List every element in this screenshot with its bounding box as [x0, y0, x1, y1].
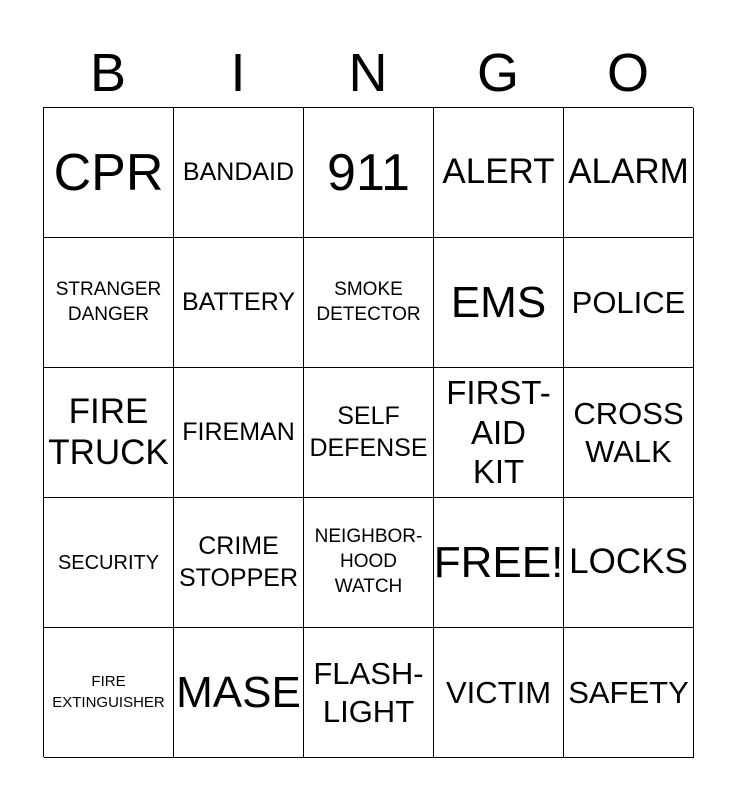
- bingo-cell-r4c4[interactable]: [434, 498, 564, 628]
- bingo-cell-r5c4[interactable]: [434, 628, 564, 758]
- bingo-cell-r4c2[interactable]: [174, 498, 304, 628]
- cell-label: POLICE: [571, 284, 686, 320]
- bingo-cell-r2c4[interactable]: [434, 238, 564, 368]
- cell-label: SAFETY: [568, 674, 689, 710]
- cell-label: NEIGHBOR- HOOD WATCH: [314, 526, 423, 597]
- cell-label: SMOKE DETECTOR: [316, 278, 421, 325]
- bingo-cell-r1c2[interactable]: [174, 108, 304, 238]
- bingo-cell-r1c5[interactable]: [564, 108, 694, 238]
- bingo-cell-r5c3[interactable]: [304, 628, 434, 758]
- cell-label: CRIME STOPPER: [178, 532, 299, 592]
- cell-label: FIRST- AID KIT: [446, 374, 551, 491]
- bingo-cell-r3c2[interactable]: [174, 368, 304, 498]
- bingo-cell-r3c1[interactable]: [44, 368, 174, 498]
- cell-label: VICTIM: [445, 674, 552, 710]
- bingo-cell-r5c5[interactable]: [564, 628, 694, 758]
- cell-label: 911: [327, 143, 410, 202]
- header-letter-o: O: [606, 43, 649, 103]
- cell-label: MASE: [176, 667, 301, 717]
- cell-label: EMS: [450, 277, 547, 327]
- cell-label: ALERT: [442, 152, 555, 192]
- bingo-cell-r4c1[interactable]: [44, 498, 174, 628]
- cell-label: STRANGER DANGER: [55, 278, 162, 325]
- cell-label: SECURITY: [57, 551, 160, 574]
- cell-label: CPR: [53, 143, 164, 202]
- bingo-cell-r3c4[interactable]: [434, 368, 564, 498]
- header-letter-b: B: [89, 43, 127, 103]
- bingo-cell-r2c3[interactable]: [304, 238, 434, 368]
- bingo-cell-r3c5[interactable]: [564, 368, 694, 498]
- bingo-cell-r4c5[interactable]: [564, 498, 694, 628]
- header-letter-i: I: [230, 43, 246, 103]
- cell-label: FIRE EXTINGUISHER: [52, 673, 165, 711]
- cell-label: SELF DEFENSE: [309, 402, 428, 462]
- bingo-cell-r5c1[interactable]: [44, 628, 174, 758]
- bingo-cell-r1c1[interactable]: [44, 108, 174, 238]
- bingo-cell-r5c2[interactable]: [174, 628, 304, 758]
- bingo-cell-r2c2[interactable]: [174, 238, 304, 368]
- bingo-cell-r2c1[interactable]: [44, 238, 174, 368]
- header-letter-n: N: [348, 43, 388, 103]
- cell-label: LOCKS: [569, 542, 688, 582]
- cell-label: ALARM: [568, 152, 689, 192]
- bingo-cell-r1c3[interactable]: [304, 108, 434, 238]
- bingo-cell-r2c5[interactable]: [564, 238, 694, 368]
- bingo-cell-r4c3[interactable]: [304, 498, 434, 628]
- bingo-cell-r1c4[interactable]: [434, 108, 564, 238]
- cell-label: CROSS WALK: [573, 396, 684, 469]
- cell-label: BANDAID: [182, 157, 295, 186]
- bingo-cell-r3c3[interactable]: [304, 368, 434, 498]
- cell-label: FIRE TRUCK: [48, 392, 169, 472]
- cell-label: FIREMAN: [182, 417, 295, 446]
- cell-label: FREE!: [434, 537, 564, 587]
- bingo-grid: [43, 107, 693, 757]
- cell-label: FLASH- LIGHT: [313, 656, 424, 729]
- cell-label: BATTERY: [182, 287, 295, 316]
- bingo-header: [43, 40, 693, 106]
- header-letter-g: G: [476, 43, 519, 103]
